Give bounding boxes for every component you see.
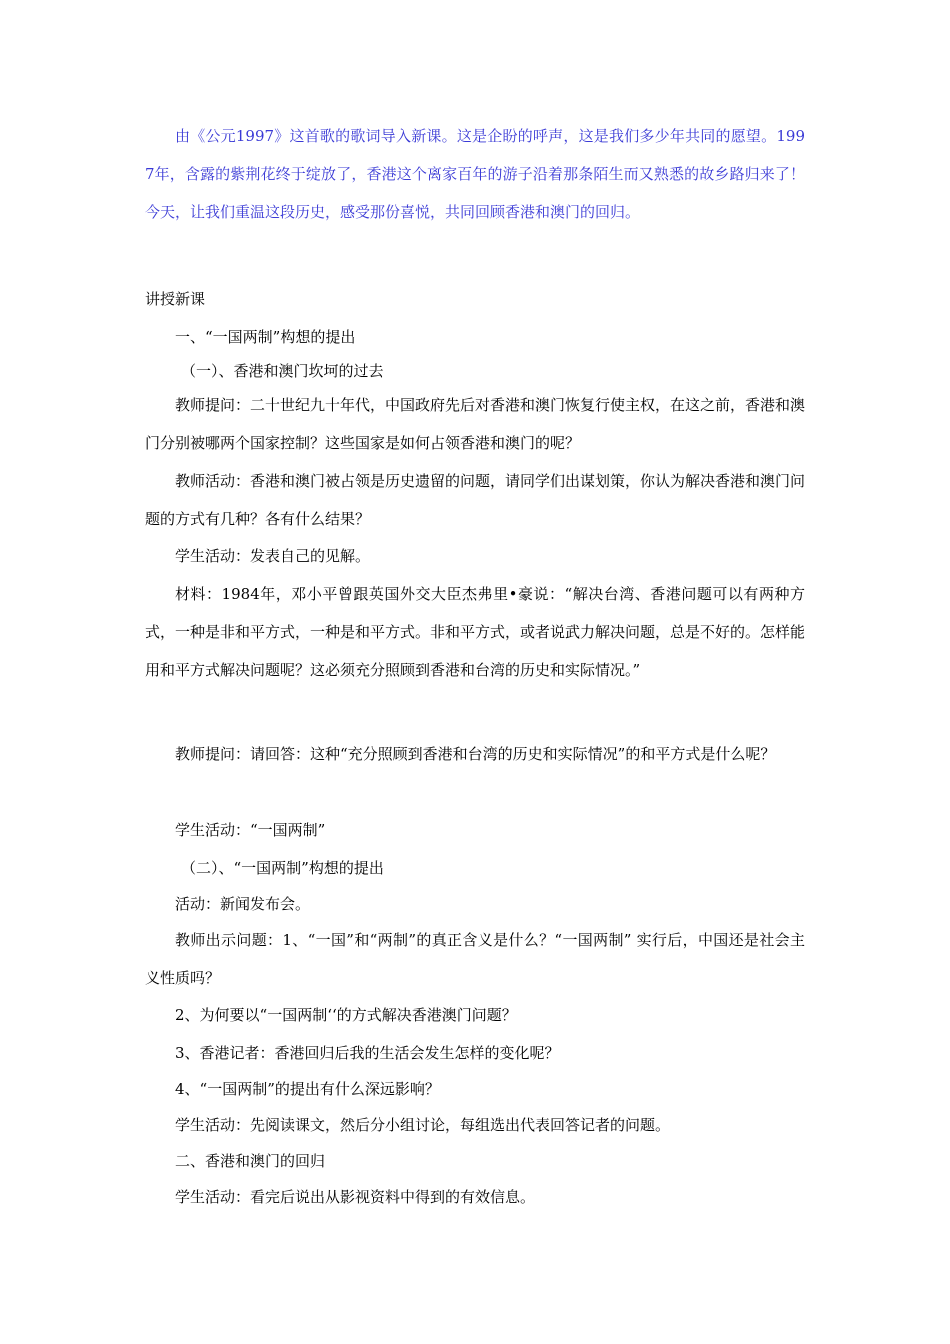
teacher-question-1: 教师提问：二十世纪九十年代，中国政府先后对香港和澳门恢复行使主权，在这之前，香港和澳门分别被哪两个国家控制？这些国家是如何占领香港和澳门的呢？ [145, 396, 806, 452]
student-activity-3: 学生活动：先阅读课文，然后分小组讨论，每组选出代表回答记者的问题。 [175, 1116, 671, 1134]
activity-line: 活动：新闻发布会。 [175, 895, 311, 913]
sub2-title: （二）、“一国两制”构想的提出 [181, 859, 384, 877]
student-activity-1: 学生活动：发表自己的见解。 [175, 547, 371, 565]
teacher-activity-1: 教师活动：香港和澳门被占领是历史遗留的问题，请同学们出谋划策，你认为解决香港和澳门问题的方式有几种？各有什么结果？ [145, 472, 806, 528]
section-heading: 讲授新课 [145, 290, 206, 308]
part2-title: 二、香港和澳门的回归 [175, 1152, 326, 1170]
material-paragraph: 材料：1984年，邓小平曾跟英国外交大臣杰弗里•豪说：“解决台湾、香港问题可以有两种方式，一种是非和平方式，一种是和平方式。非和平方式，或者说武力解决问题，总是不好的。怎样能用和平方式解决问题呢？这必须充分照顾到香港和台湾的历史和实际情况。” [145, 585, 806, 679]
student-activity-4: 学生活动：看完后说出从影视资料中得到的有效信息。 [175, 1188, 536, 1206]
teacher-question-3: 教师出示问题：1、“一国”和“两制”的真正含义是什么？“一国两制” 实行后，中国还是社会主义性质吗？ [145, 931, 805, 987]
question-4: 4、“一国两制”的提出有什么深远影响？ [175, 1080, 440, 1098]
part1-title: 一、“一国两制”构想的提出 [175, 328, 356, 346]
question-2: 2、为何要以“一国两制‘‘的方式解决香港澳门问题？ [175, 1006, 517, 1024]
student-activity-2: 学生活动：“一国两制” [175, 821, 326, 839]
sub1-title: （一）、香港和澳门坎坷的过去 [181, 362, 384, 380]
intro-paragraph: 由《公元1997》这首歌的歌词导入新课。这是企盼的呼声，这是我们多少年共同的愿望。1997年，含露的紫荆花终于绽放了，香港这个离家百年的游子沿着那条陌生而又熟悉的故乡路归来了！今天，让我们重温这段历史，感受那份喜悦，共同回顾香港和澳门的回归。 [145, 127, 805, 221]
teacher-question-2: 教师提问：请回答：这种“充分照顾到香港和台湾的历史和实际情况”的和平方式是什么呢？ [175, 745, 776, 763]
question-3: 3、香港记者：香港回归后我的生活会发生怎样的变化呢？ [175, 1044, 560, 1062]
